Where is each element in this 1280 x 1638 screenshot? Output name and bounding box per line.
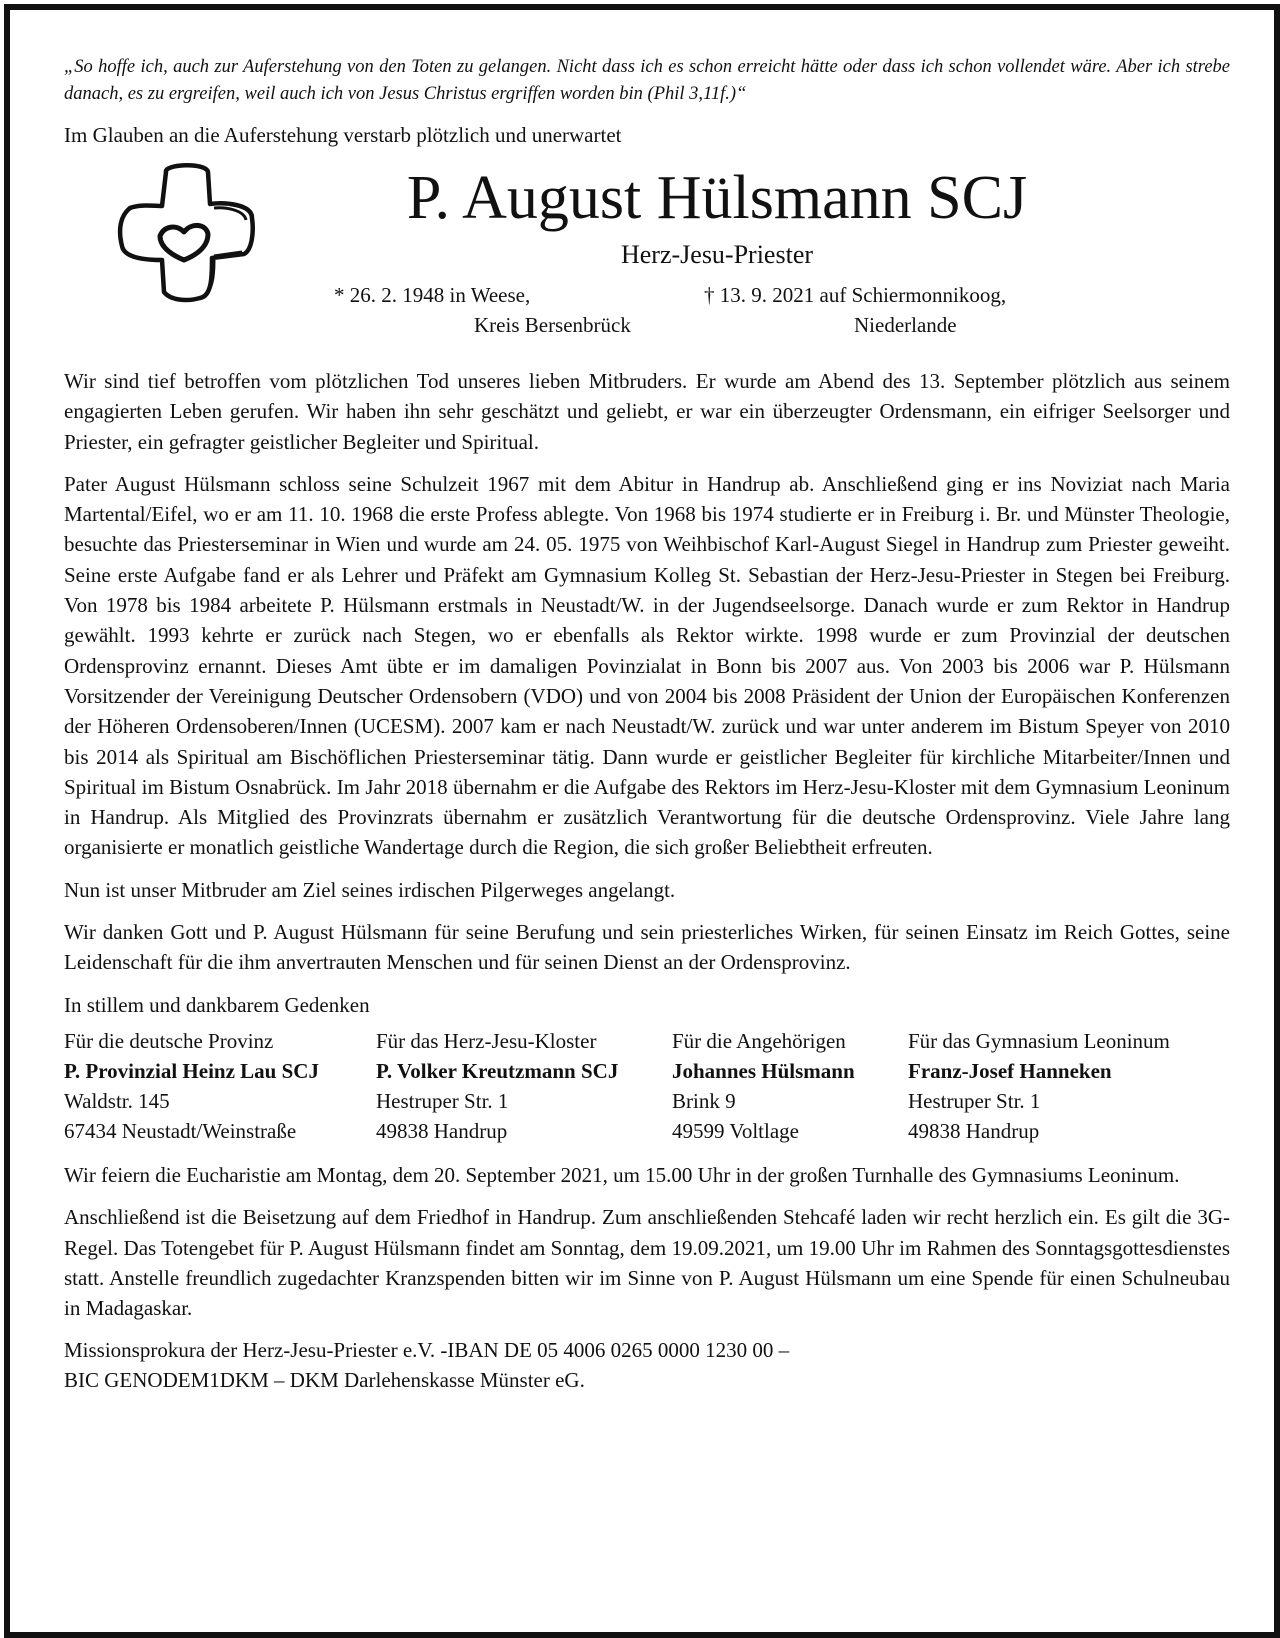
obituary-body — [64, 366, 1230, 1395]
obituary-header — [64, 150, 1230, 366]
deceased-subtitle: Herz-Jesu-Priester — [620, 240, 814, 269]
signatory-name: P. Volker Kreutzmann SCJ — [376, 1058, 619, 1083]
bank-line-2: BIC GENODEM1DKM – DKM Darlehenskasse Münster eG. — [64, 1368, 585, 1393]
paragraph-biography: Pater August Hülsmann schloss seine Schulzeit 1967 mit dem Abitur in Handrup ab. Anschließend ging er ins Noviziat nach Maria Martental/Eifel, wo er am 11. 10. 1968 die erste Profess ablegte. Von 1968 bis 1974 studierte er in Freiburg i. Br. und Münster Theologie, besuchte das Priesterseminar in Wien und wurde am 24. 05. 1975 von Weihbischof Karl-August Siegel in Handrup zum Priester geweiht. Seine erste Aufgabe fand er als Lehrer und Präfekt am Gymnasium Kolleg St. Sebastian der Herz-Jesu-Priester in Stegen bei Freiburg. Von 1978 bis 1984 arbeitete P. Hülsmann erstmals in Neustadt/W. in der Jugendseelsorge. Danach wurde er zum Rektor in Handrup gewählt. 1993 kehrte er zurück nach Stegen, wo er ebenfalls als Rektor wirkte. 1998 wurde er zum Provinzial der deutschen Ordensprovinz ernannt. Dieses Amt übte er im damaligen Povinzialat in Bonn bis 2007 aus. Von 2003 bis 2006 war P. Hülsmann Vorsitzender der Vereinigung Deutscher Ordensobern (VDO) und von 2004 bis 2008 Präsident der Union der Europäischen Konferenzen der Höheren Ordensoberen/Innen (UCESM). 2007 kam er nach Neustadt/W. zurück und war unter anderem im Bistum Speyer von 2010 bis 2014 als Spiritual am Bischöflichen Priesterseminar tätig. Dann wurde er geistlicher Begleiter für kirchliche Mitarbeiter/Innen und Spiritual im Bistum Osnabrück. Im Jahr 2018 übernahm er die Aufgabe des Rektors im Herz-Jesu-Kloster mit dem Gymnasium Leoninum in Handrup. Als Mitglied des Provinzrats übernahm er zusätzlich Verantwortung für die deutsche Ordensprovinz. Viele Jahre lang organisierte er monatlich geistliche Wandertage durch die Region, die sich großer Beliebtheit erfreuten. — [64, 471, 1230, 860]
signatory-role: Für die deutsche Provinz — [64, 1028, 274, 1053]
signatory-name: P. Provinzial Heinz Lau SCJ — [64, 1058, 319, 1083]
signatory-name: Johannes Hülsmann — [672, 1058, 855, 1083]
signatory — [908, 1026, 1230, 1146]
signatory — [672, 1026, 908, 1146]
burial-info: Anschließend ist die Beisetzung auf dem Friedhof in Handrup. Zum anschließenden Stehcafé laden wir recht herzlich ein. Es gilt die 3G-Regel. Das Totengebet für P. August Hülsmann findet am Sonntag, dem 19.09.2021, um 19.00 Uhr im Rahmen des Sonntagsgottesdienstes statt. Anstelle freundlich zugedachter Kranzspenden bitten wir im Sinne von P. August Hülsmann um eine Spende für einen Schulneubau in Madagaskar. — [64, 1205, 1230, 1321]
intro-line: Im Glauben an die Auferstehung verstarb plötzlich und unerwartet — [64, 123, 622, 147]
signatory-city: 67434 Neustadt/Weinstraße — [64, 1118, 297, 1143]
bank-line-1: Missionsprokura der Herz-Jesu-Priester e.V. -IBAN DE 05 4006 0265 0000 1230 00 – — [64, 1338, 790, 1363]
signatory-street: Waldstr. 145 — [64, 1088, 170, 1113]
signatory-street: Hestruper Str. 1 — [908, 1088, 1041, 1113]
signatory-city: 49838 Handrup — [376, 1118, 508, 1143]
signatory — [64, 1026, 376, 1146]
signatory-city: 49599 Voltlage — [672, 1118, 799, 1143]
signatories — [64, 1026, 1230, 1146]
signatory-role: Für die Angehörigen — [672, 1028, 846, 1053]
death-line-1: † 13. 9. 2021 auf Schiermonnikoog, — [704, 283, 1007, 307]
obituary-content — [64, 54, 1230, 1395]
death-info — [704, 280, 1006, 340]
birth-info — [334, 280, 631, 340]
deceased-name: P. August Hülsmann SCJ — [406, 164, 1028, 232]
birth-line-2: Kreis Bersenbrück — [474, 313, 631, 337]
remembrance-line: In stillem und dankbarem Gedenken — [64, 992, 370, 1017]
signatory-street: Hestruper Str. 1 — [376, 1088, 509, 1113]
donation-bank-details — [64, 1335, 1230, 1395]
service-info: Wir feiern die Eucharistie am Montag, dem 20. September 2021, um 15.00 Uhr in der großen Turnhalle des Gymnasiums Leoninum. — [64, 1162, 1180, 1187]
signatory-name: Franz-Josef Hanneken — [908, 1058, 1112, 1083]
death-line-2: Niederlande — [854, 313, 957, 337]
signatory — [376, 1026, 672, 1146]
paragraph-gratitude: Wir danken Gott und P. August Hülsmann für seine Berufung und sein priesterliches Wirken, für seinen Einsatz im Reich Gottes, seine Leidenschaft für die ihm anvertrauten Menschen und für seinen Dienst an der Ordensprovinz. — [64, 920, 1230, 975]
bible-quote: „So hoffe ich, auch zur Auferstehung von den Toten zu gelangen. Nicht dass ich es schon erreicht hätte oder dass ich schon vollendet wäre. Aber ich strebe danach, es zu ergreifen, weil auch ich von Jesus Christus ergriffen worden bin (Phil 3,11f.)“ — [64, 57, 1230, 104]
obituary-frame — [4, 4, 1280, 1638]
signatory-city: 49838 Handrup — [908, 1118, 1040, 1143]
signatory-street: Brink 9 — [672, 1088, 736, 1113]
paragraph-pilgrimage: Nun ist unser Mitbruder am Ziel seines irdischen Pilgerweges angelangt. — [64, 877, 676, 902]
birth-line-1: * 26. 2. 1948 in Weese, — [334, 283, 531, 307]
signatory-role: Für das Gymnasium Leoninum — [908, 1028, 1170, 1053]
signatory-role: Für das Herz-Jesu-Kloster — [376, 1028, 597, 1053]
paragraph-condolence: Wir sind tief betroffen vom plötzlichen Tod unseres lieben Mitbruders. Er wurde am Abend des 13. September plötzlich aus seinem engagierten Leben gerufen. Wir haben ihn sehr geschätzt und geliebt, er war ein überzeugter Ordensmann, ein eifriger Seelsorger und Priester, ein gefragter geistlicher Begleiter und Spiritual. — [64, 369, 1230, 454]
